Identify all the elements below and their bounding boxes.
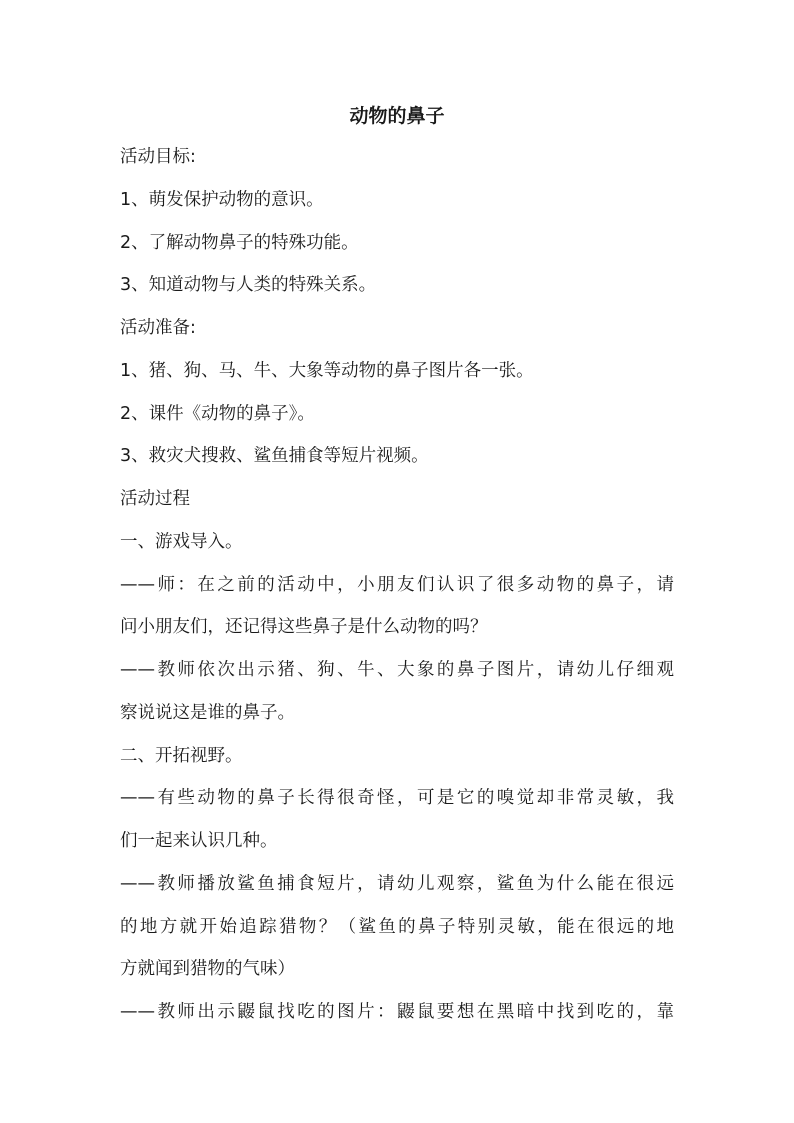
paragraph-line: ——教师播放鲨鱼捕食短片，请幼儿观察，鲨鱼为什么能在很远 — [120, 874, 674, 894]
goal-item-2: 2、了解动物鼻子的特殊功能。 — [120, 233, 359, 253]
document-title: 动物的鼻子 — [349, 105, 445, 127]
preparation-item-2: 2、课件《动物的鼻子》。 — [120, 404, 315, 424]
goal-item-1: 1、萌发保护动物的意识。 — [120, 190, 324, 210]
section-heading-process: 活动过程 — [120, 489, 190, 509]
paragraph-line: 的地方就开始追踪猎物？（鲨鱼的鼻子特别灵敏，能在很远的地 — [120, 917, 674, 937]
preparation-item-1: 1、猪、狗、马、牛、大象等动物的鼻子图片各一张。 — [120, 361, 534, 381]
process-step-1-heading: 一、游戏导入。 — [120, 532, 243, 552]
section-heading-goals: 活动目标: — [120, 147, 196, 167]
paragraph-line: ——教师依次出示猪、狗、牛、大象的鼻子图片，请幼儿仔细观 — [120, 660, 674, 680]
goal-item-3: 3、知道动物与人类的特殊关系。 — [120, 275, 377, 295]
paragraph-line: ——有些动物的鼻子长得很奇怪，可是它的嗅觉却非常灵敏，我 — [120, 788, 674, 808]
paragraph-line: 察说说这是谁的鼻子。 — [120, 703, 295, 723]
paragraph-line: ——师：在之前的活动中，小朋友们认识了很多动物的鼻子，请 — [120, 575, 674, 595]
paragraph-line: 方就闻到猎物的气味） — [120, 959, 295, 979]
paragraph-line: 问小朋友们，还记得这些鼻子是什么动物的吗？ — [120, 617, 488, 637]
preparation-item-3: 3、救灾犬搜救、鲨鱼捕食等短片视频。 — [120, 446, 429, 466]
section-heading-preparation: 活动准备: — [120, 318, 196, 338]
process-step-2-heading: 二、开拓视野。 — [120, 746, 243, 766]
paragraph-line: ——教师出示鼹鼠找吃的图片：鼹鼠要想在黑暗中找到吃的，靠 — [120, 1002, 674, 1022]
paragraph-line: 们一起来认识几种。 — [120, 831, 278, 851]
